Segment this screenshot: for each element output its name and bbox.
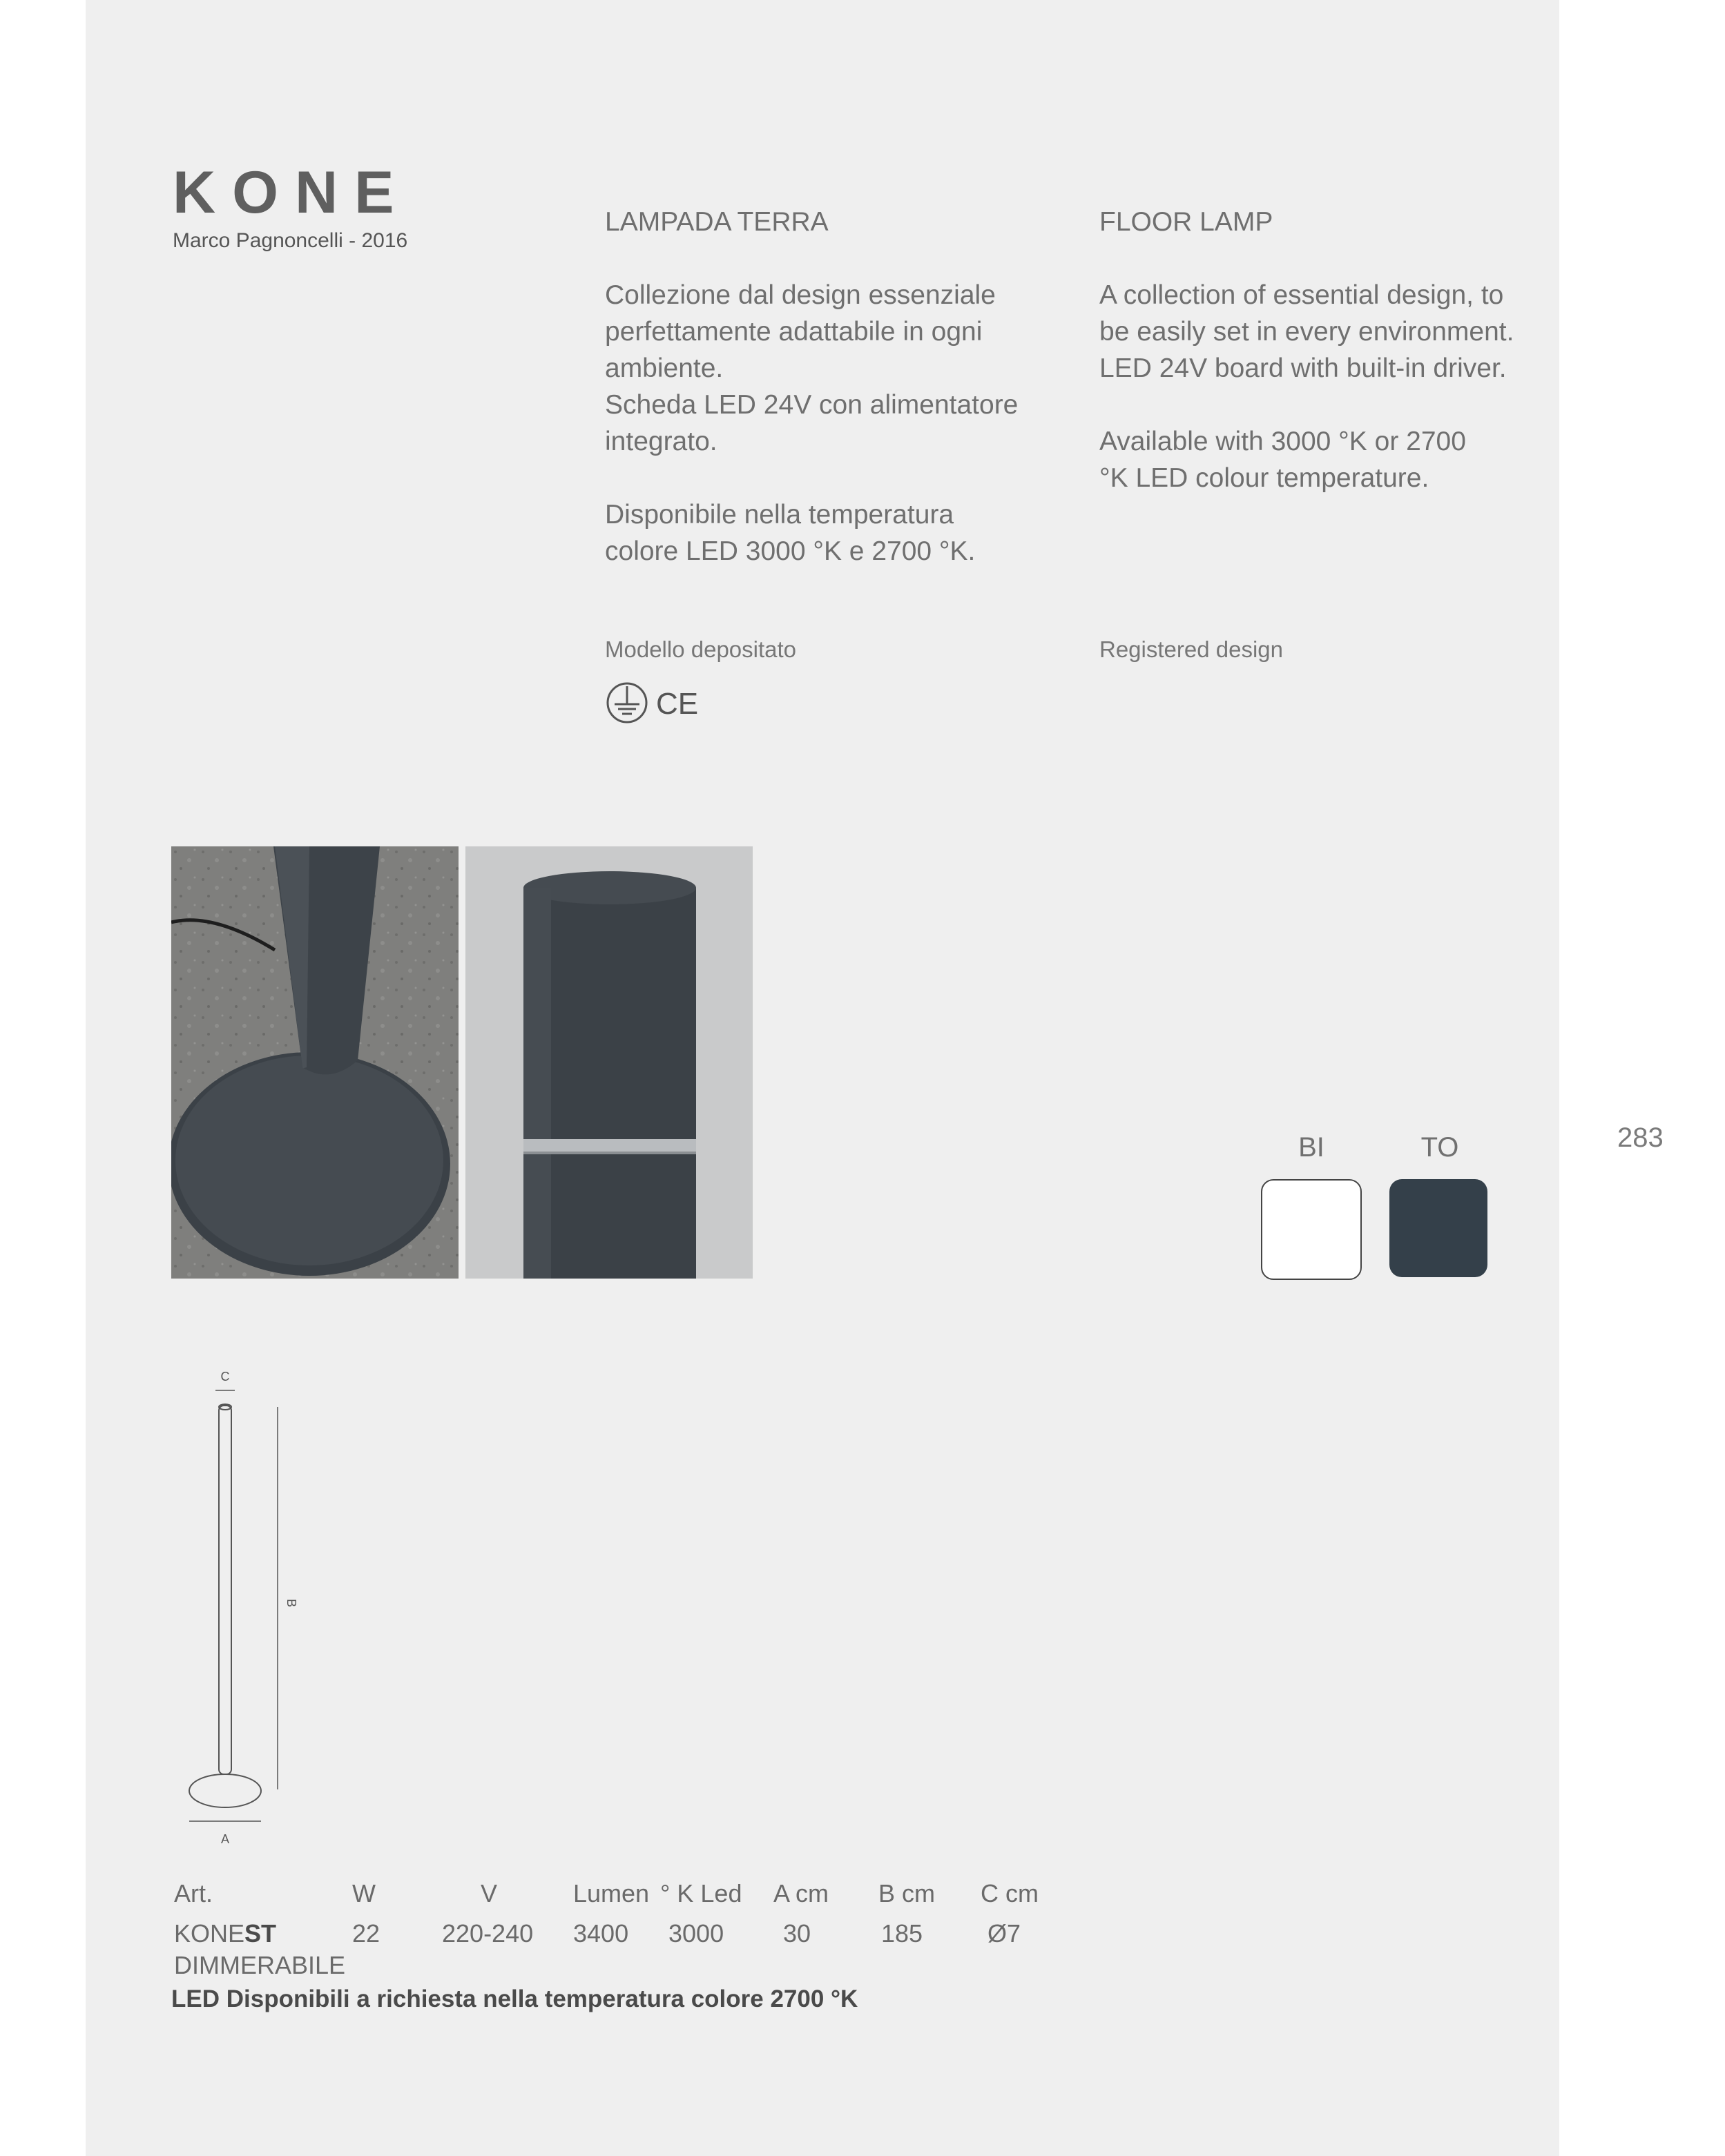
footnote: LED Disponibili a richiesta nella temperatura colore 2700 °K [171,1985,858,2012]
table-header-lumen: Lumen [573,1879,650,1907]
description-en-heading: FLOOR LAMP [1099,207,1273,237]
table-header-a-cm: A cm [773,1879,829,1907]
table-header-v: V [481,1879,498,1907]
product-title: KONE [173,159,411,226]
registered-design-it: Modello depositato [605,637,797,662]
certification-icons [605,681,702,725]
table-cell-k-led: 3000 [668,1919,724,1948]
photo-lamp-base [171,846,459,1279]
dimension-b-label: B [285,1599,298,1608]
photo-lamp-head [465,846,753,1279]
description-en [1099,167,1541,533]
page-number: 283 [1617,1123,1664,1153]
table-cell-w: 22 [352,1919,380,1948]
finish-label-bi: BI [1298,1132,1324,1163]
description-it [605,167,1047,606]
table-header-art: Art. [174,1879,213,1907]
table-header-k-led: ° K Led [660,1879,742,1907]
finish-swatch-dark[interactable] [1389,1179,1487,1277]
table-cell-a-cm: 30 [783,1919,811,1948]
designer-credit: Marco Pagnoncelli - 2016 [173,229,408,252]
table-header-b-cm: B cm [878,1879,936,1907]
dimension-c-label: C [220,1370,230,1383]
earth-ground-icon [608,683,646,722]
description-it-heading: LAMPADA TERRA [605,207,829,237]
table-cell-lumen: 3400 [573,1919,629,1948]
lamp-stem [219,1406,231,1774]
finish-label-to: TO [1420,1132,1459,1163]
dimension-a-label: A [220,1832,230,1846]
table-cell-c-cm: Ø7 [987,1919,1021,1948]
technical-drawing [166,1360,318,1857]
description-en-body: A collection of essential design, to be easily set in every environment. LED 24V board with built-in driver. Available with 3000 °K or 2700 °K LED colour temperature. [1099,280,1514,493]
table-cell-b-cm: 185 [881,1919,923,1948]
lamp-base [189,1774,261,1807]
table-cell-v: 220-240 [442,1919,534,1948]
registered-design-en: Registered design [1099,637,1283,662]
table-cell-art: KONEST [174,1919,277,1948]
description-it-body: Collezione dal design essenziale perfettamente adattabile in ogni ambiente. Scheda LED 24V con alimentatore integrato. Disponibile nella temperatura colore LED 3000 °K e 2700 °K. [605,280,1019,566]
table-header-c-cm: C cm [981,1879,1039,1907]
ce-mark-icon: CE [656,687,699,721]
finish-swatch-white[interactable] [1261,1179,1362,1280]
table-header-w: W [352,1879,376,1907]
table-cell-art-subtitle: DIMMERABILE [174,1951,346,1979]
